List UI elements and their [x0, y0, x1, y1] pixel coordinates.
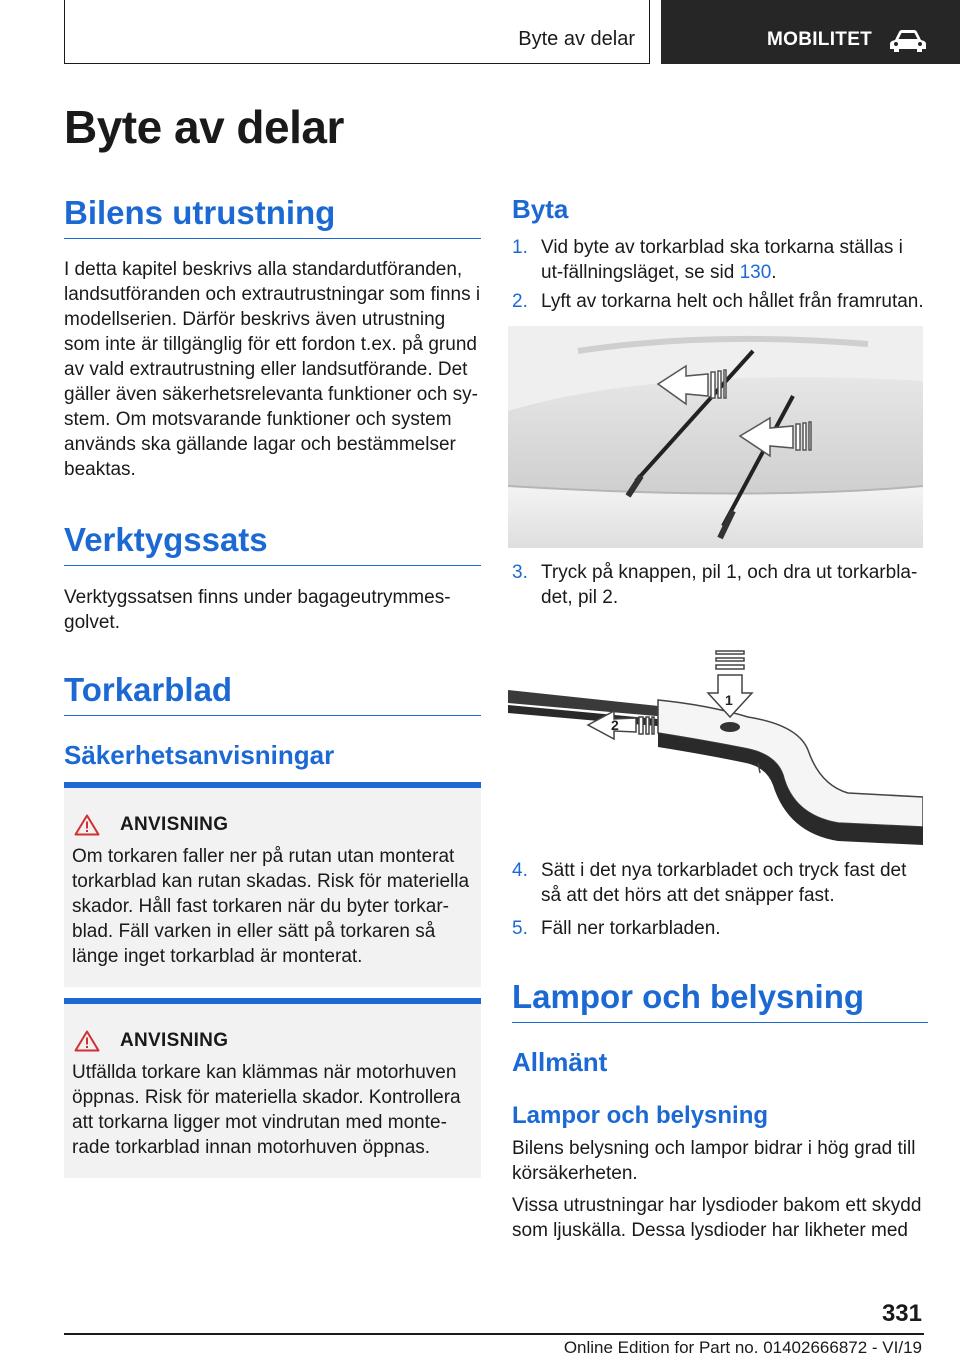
- step-3: 3. Tryck på knappen, pil 1, och dra ut torkarbla-det, pil 2.: [512, 562, 918, 608]
- notice-box-2: [64, 998, 481, 1178]
- warning-icon: [74, 814, 100, 836]
- notice-text: Utfällda torkare kan klämmas när motorhuven öppnas. Risk för materiella skador. Kontrollera att torkarna ligger mot vindrutan med monte-rade torkarblad innan motorhuven öppnas.: [72, 1062, 461, 1158]
- step-1: 1. Vid byte av torkarblad ska torkarna ställas i ut-fällningsläget, se sid 130.: [512, 237, 903, 283]
- equipment-heading: Bilens utrustning: [64, 194, 481, 239]
- wiper-lift-illustration: [508, 326, 923, 548]
- header-section-title: Byte av delar: [518, 28, 635, 50]
- notice-text: Om torkaren faller ner på rutan utan monterat torkarblad kan rutan skadas. Risk för materiella skador. Håll fast torkaren när du byter torkar-blad. Fäll varken in eller sätt på torkaren så länge inget torkarblad är monterat.: [72, 846, 470, 967]
- step-4: 4. Sätt i det nya torkarbladet och tryck fast det så att det hörs att det snäpper fast.: [512, 860, 907, 906]
- lamps-heading: Lampor och belysning: [512, 978, 928, 1023]
- notice-box-1: [64, 782, 481, 987]
- lamps-text-2: Vissa utrustningar har lysdioder bakom ett skydd som ljuskälla. Dessa lysdioder har likheter med: [512, 1195, 922, 1241]
- page-link[interactable]: 130: [739, 262, 772, 283]
- general-heading: Allmänt: [512, 1047, 608, 1077]
- arrow-label-2: 2: [611, 717, 619, 733]
- header-chapter-label: MOBILITET: [767, 29, 873, 50]
- step-5: 5. Fäll ner torkarbladen.: [512, 918, 721, 939]
- wiper-release-illustration: [508, 645, 923, 845]
- car-icon: [889, 28, 927, 54]
- wiper-heading: Torkarblad: [64, 671, 481, 716]
- arrow-label-1: 1: [725, 692, 733, 708]
- lamps-subheading: Lampor och belysning: [512, 1102, 769, 1129]
- lamps-text-1: Bilens belysning och lampor bidrar i hög grad till körsäkerheten.: [512, 1138, 916, 1184]
- notice-title: ANVISNING: [120, 814, 229, 835]
- header-chapter-tab[interactable]: [661, 0, 960, 64]
- page-number: 331: [881, 1300, 922, 1327]
- page-title: Byte av delar: [64, 101, 344, 153]
- safety-heading: Säkerhetsanvisningar: [64, 740, 335, 770]
- warning-icon: [74, 1030, 100, 1052]
- step-2: 2. Lyft av torkarna helt och hållet från framrutan.: [512, 291, 924, 312]
- toolkit-text: Verktygssatsen finns under bagageutrymmes-golvet.: [64, 587, 451, 633]
- footer-edition: Online Edition for Part no. 01402666872 - VI/19: [563, 1338, 922, 1357]
- toolkit-heading: Verktygssats: [64, 521, 481, 566]
- notice-title: ANVISNING: [120, 1030, 229, 1051]
- change-heading: Byta: [512, 194, 569, 224]
- header-section-box: [64, 0, 650, 64]
- equipment-text: I detta kapitel beskrivs alla standardutföranden, landsutföranden och extrautrustningar som finns i modellserien. Därför beskrivs även utrustning som inte är tillgänglig för ett fordon t.ex. på grund av vald extrautrustning eller landsutförande. Det gäller även säkerhetsrelevanta funktioner och sy-stem. Om motsvarande funktioner och system används ska gällande lagar och bestämmelser beaktas.: [64, 259, 481, 480]
- footer-divider: [64, 1333, 924, 1335]
